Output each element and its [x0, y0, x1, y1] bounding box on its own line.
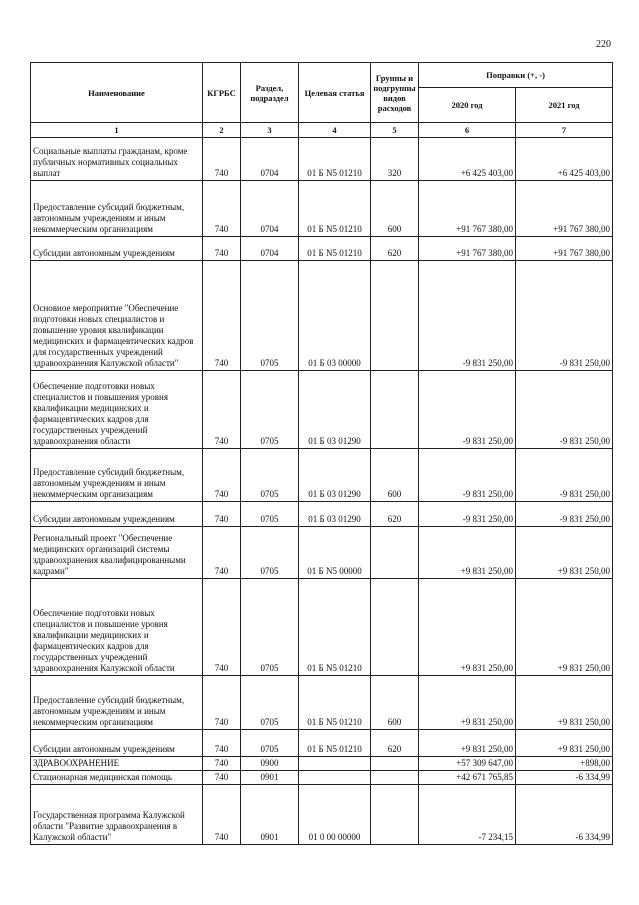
- row-kgrbs: 740: [203, 730, 241, 757]
- row-name: Субсидии автономным учреждениям: [31, 730, 203, 757]
- row-2020: +9 831 250,00: [419, 676, 516, 730]
- table-row: [31, 785, 613, 845]
- row-2021: +91 767 380,00: [516, 181, 613, 237]
- row-target: 01 Б N5 01210: [299, 730, 371, 757]
- row-2020: +9 831 250,00: [419, 579, 516, 676]
- header-razdel: Раздел, подраздел: [241, 63, 299, 123]
- page-number: 220: [596, 39, 611, 50]
- row-target: 01 Б N5 01210: [299, 579, 371, 676]
- row-group: [371, 261, 419, 371]
- row-name: Предоставление субсидий бюджетным, автономным учреждениям и иным некоммерческим организациям: [31, 449, 203, 502]
- row-2020: -9 831 250,00: [419, 449, 516, 502]
- row-2020: +6 425 403,00: [419, 138, 516, 181]
- row-kgrbs: 740: [203, 449, 241, 502]
- row-kgrbs: 740: [203, 527, 241, 579]
- row-razdel: 0705: [241, 502, 299, 527]
- header-2020: 2020 год: [419, 88, 516, 123]
- row-kgrbs: 740: [203, 371, 241, 449]
- row-name: Обеспечение подготовки новых специалистов и повышение уровня квалификации медицинских и фармацевтических кадров для государственных учреждений здравоохранения Калужской области: [31, 579, 203, 676]
- row-2020: -9 831 250,00: [419, 371, 516, 449]
- row-2020: +57 309 647,00: [419, 757, 516, 771]
- header-number: 6: [419, 123, 516, 138]
- header-amendments: Поправки (+, -): [419, 63, 613, 88]
- header-number: 5: [371, 123, 419, 138]
- row-name: Предоставление субсидий бюджетным, автономным учреждениям и иным некоммерческим организациям: [31, 181, 203, 237]
- row-group: [371, 579, 419, 676]
- header-2021: 2021 год: [516, 88, 613, 123]
- row-kgrbs: 740: [203, 261, 241, 371]
- row-name: Государственная программа Калужской области "Развитие здравоохранения в Калужской области": [31, 785, 203, 845]
- row-target: 01 Б N5 01210: [299, 181, 371, 237]
- row-target: 01 Б N5 01210: [299, 138, 371, 181]
- row-2021: -9 831 250,00: [516, 261, 613, 371]
- table-row: [31, 237, 613, 261]
- row-group: 620: [371, 237, 419, 261]
- row-name: Предоставление субсидий бюджетным, автономным учреждениям и иным некоммерческим организациям: [31, 676, 203, 730]
- table-row: [31, 502, 613, 527]
- row-2021: +9 831 250,00: [516, 676, 613, 730]
- header-number: 7: [516, 123, 613, 138]
- table-row: [31, 730, 613, 757]
- row-razdel: 0705: [241, 449, 299, 502]
- row-group: [371, 771, 419, 785]
- table-row: [31, 181, 613, 237]
- row-kgrbs: 740: [203, 785, 241, 845]
- header-number: 1: [31, 123, 203, 138]
- table-row: [31, 527, 613, 579]
- table-row: [31, 676, 613, 730]
- row-group: [371, 371, 419, 449]
- row-2021: +898,00: [516, 757, 613, 771]
- row-razdel: 0705: [241, 579, 299, 676]
- row-2020: -9 831 250,00: [419, 261, 516, 371]
- row-2021: +9 831 250,00: [516, 730, 613, 757]
- row-group: 600: [371, 181, 419, 237]
- row-name: Обеспечение подготовки новых специалистов и повышения уровня квалификации медицинских и фармацевтических кадров для государственных учреждений здравоохранения области: [31, 371, 203, 449]
- row-2020: -7 234,15: [419, 785, 516, 845]
- table-row: [31, 579, 613, 676]
- row-name: Стационарная медицинская помощь: [31, 771, 203, 785]
- row-razdel: 0705: [241, 527, 299, 579]
- row-target: 01 Б N5 00000: [299, 527, 371, 579]
- header-name: Наименование: [31, 63, 203, 123]
- row-razdel: 0704: [241, 181, 299, 237]
- header-number: 4: [299, 123, 371, 138]
- table-row: [31, 261, 613, 371]
- row-2020: +91 767 380,00: [419, 237, 516, 261]
- row-name: Основное мероприятие "Обеспечение подготовки новых специалистов и повышение уровня квалификации медицинских и фармацевтических кадров для государственных учреждений здравоохранения Калужской области": [31, 261, 203, 371]
- row-group: 600: [371, 449, 419, 502]
- header-groups: Группы и подгруппы видов расходов: [371, 63, 419, 123]
- row-2021: +91 767 380,00: [516, 237, 613, 261]
- row-group: 600: [371, 676, 419, 730]
- row-2021: -6 334,99: [516, 771, 613, 785]
- row-2020: +9 831 250,00: [419, 730, 516, 757]
- table-row: [31, 757, 613, 771]
- row-target: [299, 771, 371, 785]
- budget-amendments-table: [30, 62, 613, 845]
- row-razdel: 0900: [241, 757, 299, 771]
- row-target: 01 Б 03 01290: [299, 502, 371, 527]
- table-row: [31, 771, 613, 785]
- row-kgrbs: 740: [203, 502, 241, 527]
- row-name: ЗДРАВООХРАНЕНИЕ: [31, 757, 203, 771]
- row-name: Субсидии автономным учреждениям: [31, 237, 203, 261]
- row-target: 01 0 00 00000: [299, 785, 371, 845]
- header-number: 3: [241, 123, 299, 138]
- row-name: Социальные выплаты гражданам, кроме публичных нормативных социальных выплат: [31, 138, 203, 181]
- row-2021: -9 831 250,00: [516, 502, 613, 527]
- row-2021: -9 831 250,00: [516, 449, 613, 502]
- row-2021: -9 831 250,00: [516, 371, 613, 449]
- row-kgrbs: 740: [203, 676, 241, 730]
- row-razdel: 0705: [241, 371, 299, 449]
- row-2021: -6 334,99: [516, 785, 613, 845]
- row-target: [299, 757, 371, 771]
- row-kgrbs: 740: [203, 757, 241, 771]
- row-name: Региональный проект "Обеспечение медицинских организаций системы здравоохранения квалифицированными кадрами": [31, 527, 203, 579]
- row-name: Субсидии автономным учреждениям: [31, 502, 203, 527]
- row-target: 01 Б 03 01290: [299, 449, 371, 502]
- row-razdel: 0705: [241, 730, 299, 757]
- row-2021: +6 425 403,00: [516, 138, 613, 181]
- row-2020: -9 831 250,00: [419, 502, 516, 527]
- row-razdel: 0705: [241, 676, 299, 730]
- row-kgrbs: 740: [203, 237, 241, 261]
- header-kgrbs: КГРБС: [203, 63, 241, 123]
- row-razdel: 0704: [241, 138, 299, 181]
- row-2020: +91 767 380,00: [419, 181, 516, 237]
- row-group: [371, 757, 419, 771]
- row-2020: +42 671 765,85: [419, 771, 516, 785]
- row-kgrbs: 740: [203, 138, 241, 181]
- table-row: [31, 371, 613, 449]
- row-target: 01 Б 03 00000: [299, 261, 371, 371]
- row-target: 01 Б N5 01210: [299, 237, 371, 261]
- row-target: 01 Б 03 01290: [299, 371, 371, 449]
- row-group: [371, 785, 419, 845]
- row-2021: +9 831 250,00: [516, 579, 613, 676]
- row-2020: +9 831 250,00: [419, 527, 516, 579]
- row-kgrbs: 740: [203, 181, 241, 237]
- row-razdel: 0704: [241, 237, 299, 261]
- row-razdel: 0901: [241, 771, 299, 785]
- row-2021: +9 831 250,00: [516, 527, 613, 579]
- header-number: 2: [203, 123, 241, 138]
- table-row: [31, 449, 613, 502]
- row-kgrbs: 740: [203, 771, 241, 785]
- row-group: 620: [371, 502, 419, 527]
- row-target: 01 Б N5 01210: [299, 676, 371, 730]
- row-razdel: 0901: [241, 785, 299, 845]
- row-group: [371, 527, 419, 579]
- row-kgrbs: 740: [203, 579, 241, 676]
- table-row: [31, 138, 613, 181]
- header-target: Целевая статья: [299, 63, 371, 123]
- row-group: 620: [371, 730, 419, 757]
- row-razdel: 0705: [241, 261, 299, 371]
- row-group: 320: [371, 138, 419, 181]
